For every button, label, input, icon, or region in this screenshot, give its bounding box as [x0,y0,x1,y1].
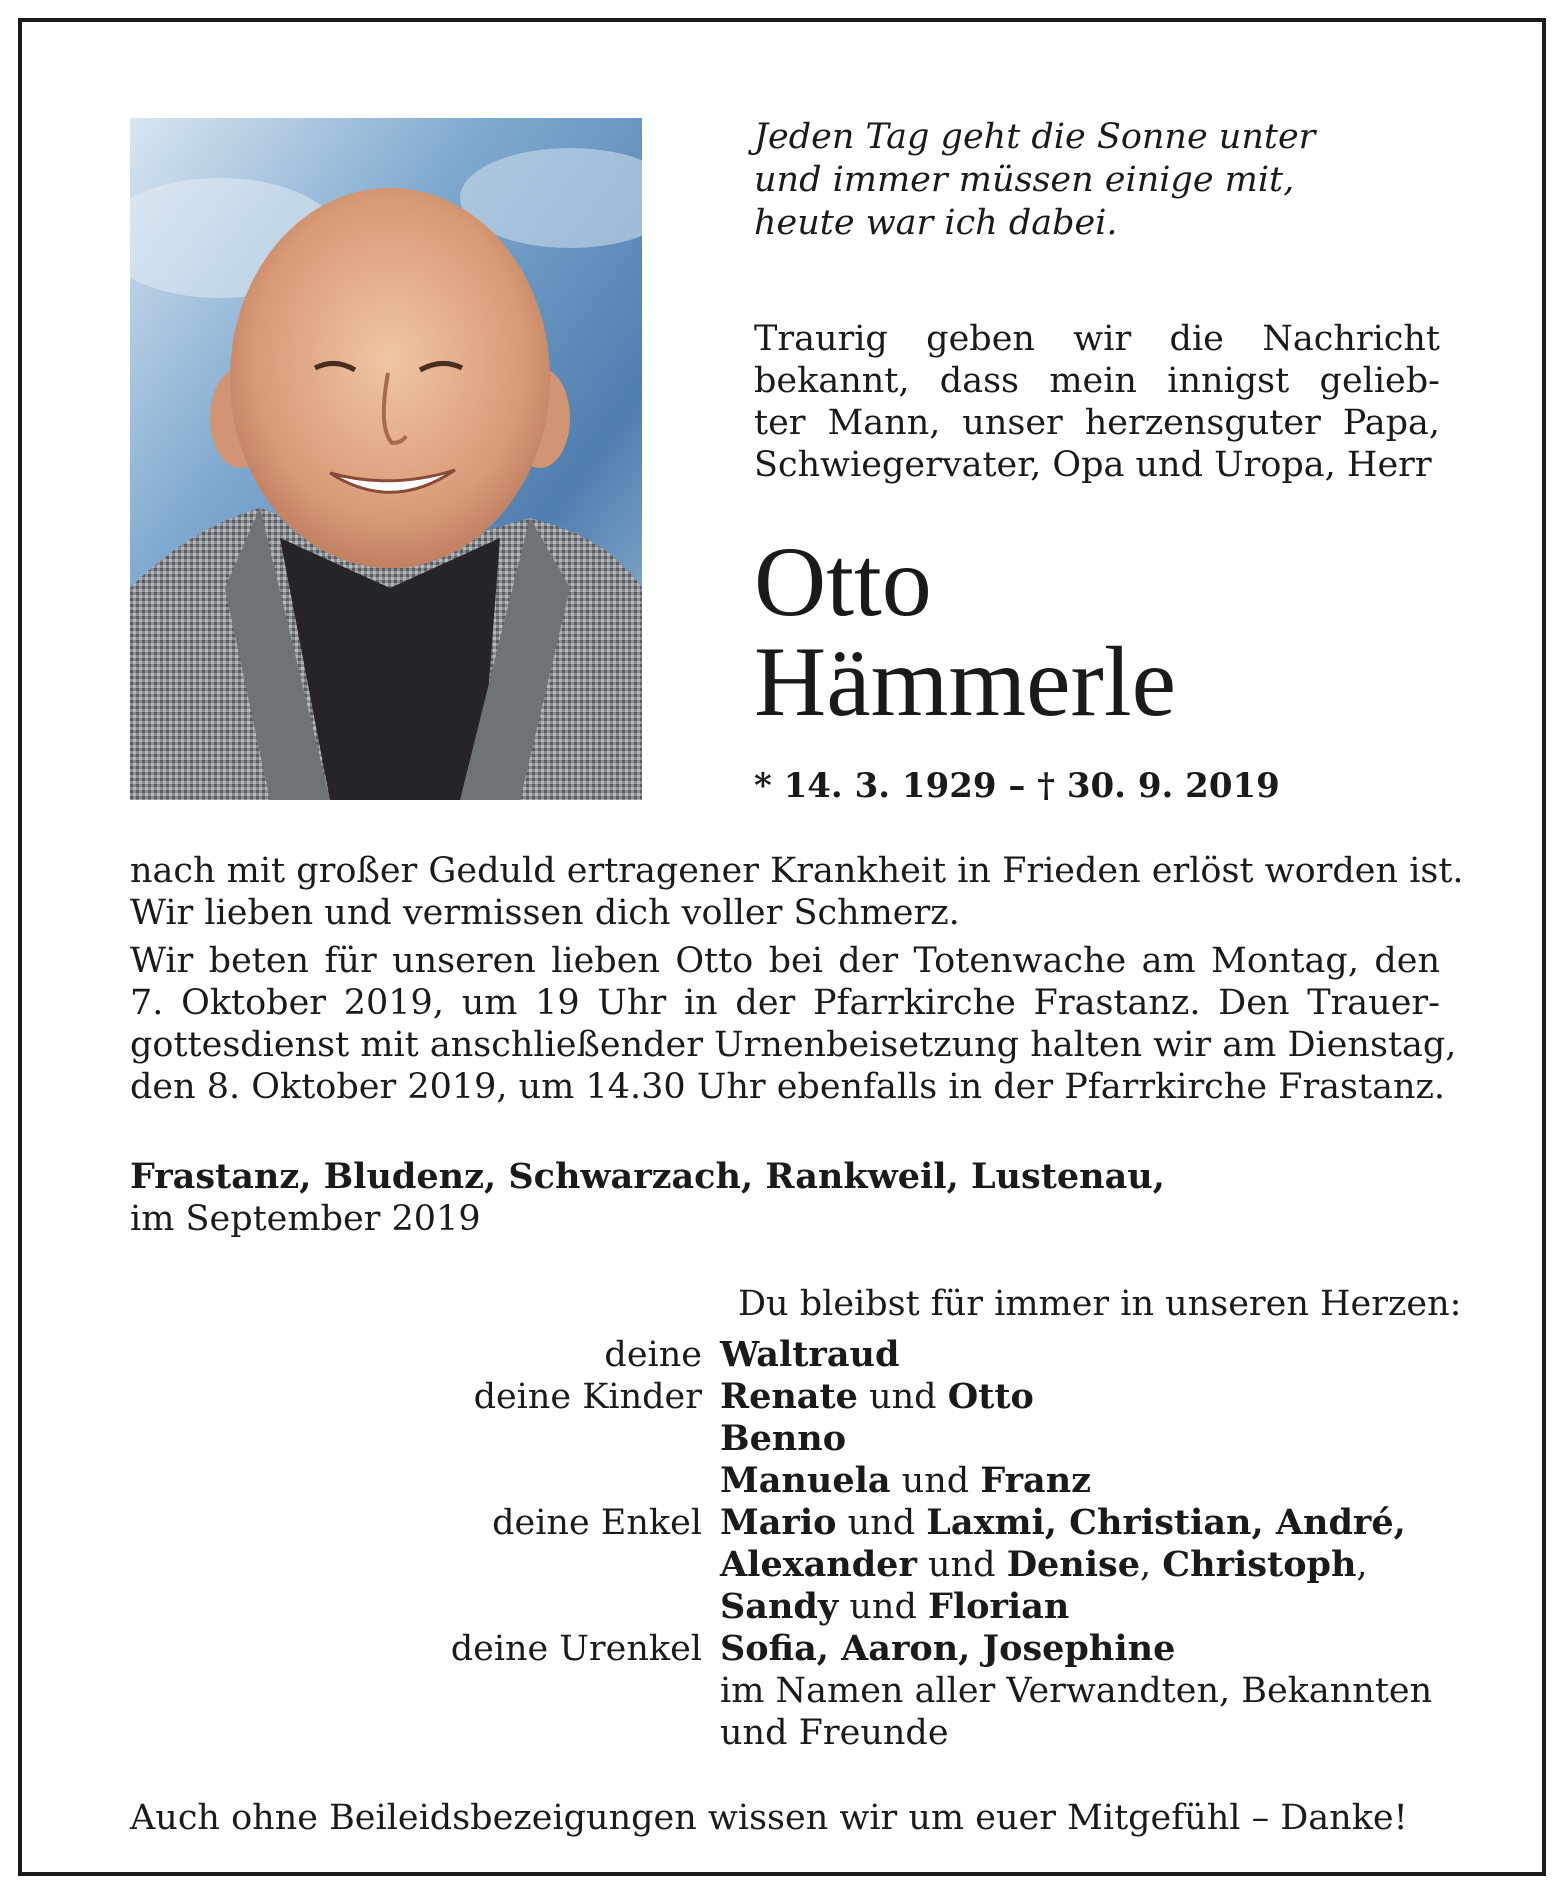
separator: , [1140,1545,1163,1585]
service-paragraph [130,940,1457,1108]
family-name: Renate [720,1376,858,1417]
family-row [130,1544,1460,1586]
family-name: Mario [720,1502,837,1543]
thanks-line: Auch ohne Beileidsbezeigungen wissen wir um euer Mitgefühl – Danke! [130,1798,1408,1838]
body-text [130,850,1464,1108]
family-row [130,1628,1460,1670]
portrait-photo [130,118,642,800]
family-row [130,1376,1460,1418]
conjunction: und [869,1377,937,1417]
family-name: Alexander [720,1544,917,1585]
last-name: Hämmerle [754,626,1177,737]
separator: , [1356,1545,1368,1585]
announcement-line: Schwiegervater, Opa und Uropa, Herr [754,445,1432,485]
motto-line: und immer müssen einige mit, [754,160,1295,200]
family-name: Laxmi, Christian, André, [926,1502,1406,1543]
family-name: Denise [1006,1544,1141,1585]
family-name: Manuela [720,1460,891,1501]
family-list [130,1334,1460,1754]
month-year: im September 2019 [130,1199,481,1239]
family-row [130,1712,1460,1754]
body-line: Wir beten für unseren lieben Otto bei der Totenwache am Montag, den [130,941,1440,981]
life-dates: * 14. 3. 1929 – † 30. 9. 2019 [754,766,1280,806]
announcement-line: Traurig geben wir die Nachricht [754,319,1440,359]
conjunction: und [847,1503,916,1543]
portrait-image [130,118,642,800]
motto-poem [754,116,1354,245]
announcement-text [754,318,1440,486]
conjunction: und [849,1587,917,1627]
family-row [130,1460,1460,1502]
relatives-line: und Freunde [720,1713,949,1753]
deceased-name [754,526,1177,737]
body-line: Wir lieben und vermissen dich voller Schmerz. [130,893,960,933]
family-name: Sofia, Aaron, Josephine [720,1628,1176,1669]
family-row [130,1586,1460,1628]
relatives-line: im Namen aller Verwandten, Bekannten [720,1671,1433,1711]
body-line: gottesdienst mit anschließender Urnenbeisetzung halten wir am Dienstag, [130,1025,1457,1065]
family-row [130,1502,1460,1544]
first-name: Otto [754,526,932,637]
conjunction: und [901,1461,970,1501]
family-row [130,1670,1460,1712]
family-name: Florian [928,1586,1070,1627]
body-line: den 8. Oktober 2019, um 14.30 Uhr ebenfalls in der Pfarrkirche Frastanz. [130,1067,1446,1107]
towns: Frastanz, Bludenz, Schwarzach, Rankweil, Lustenau, [130,1156,1165,1197]
family-name: Benno [720,1418,847,1459]
body-line: 7. Oktober 2019, um 19 Uhr in der Pfarrkirche Frastanz. Den Trauer- [130,983,1440,1023]
family-name: Franz [980,1460,1092,1501]
family-row [130,1334,1460,1376]
family-row [130,1418,1460,1460]
role-label: deine Enkel [492,1503,702,1543]
places-and-date [130,1156,1165,1240]
role-label: deine Kinder [473,1377,702,1417]
family-name: Otto [947,1376,1034,1417]
family-name: Waltraud [720,1334,900,1375]
family-name: Sandy [720,1586,839,1627]
family-name: Christoph [1162,1544,1357,1585]
announcement-line: ter Mann, unser herzensguter Papa, [754,403,1440,443]
motto-line: Jeden Tag geht die Sonne unter [754,117,1316,157]
conjunction: und [928,1545,996,1585]
role-label: deine [604,1335,702,1375]
remain-line: Du bleibst für immer in unseren Herzen: [738,1284,1462,1324]
motto-line: heute war ich dabei. [754,203,1118,243]
body-line: nach mit großer Geduld ertragener Krankheit in Frieden erlöst worden ist. [130,851,1464,891]
role-label: deine Urenkel [450,1629,702,1669]
announcement-line: bekannt, dass mein innigst gelieb- [754,361,1440,401]
